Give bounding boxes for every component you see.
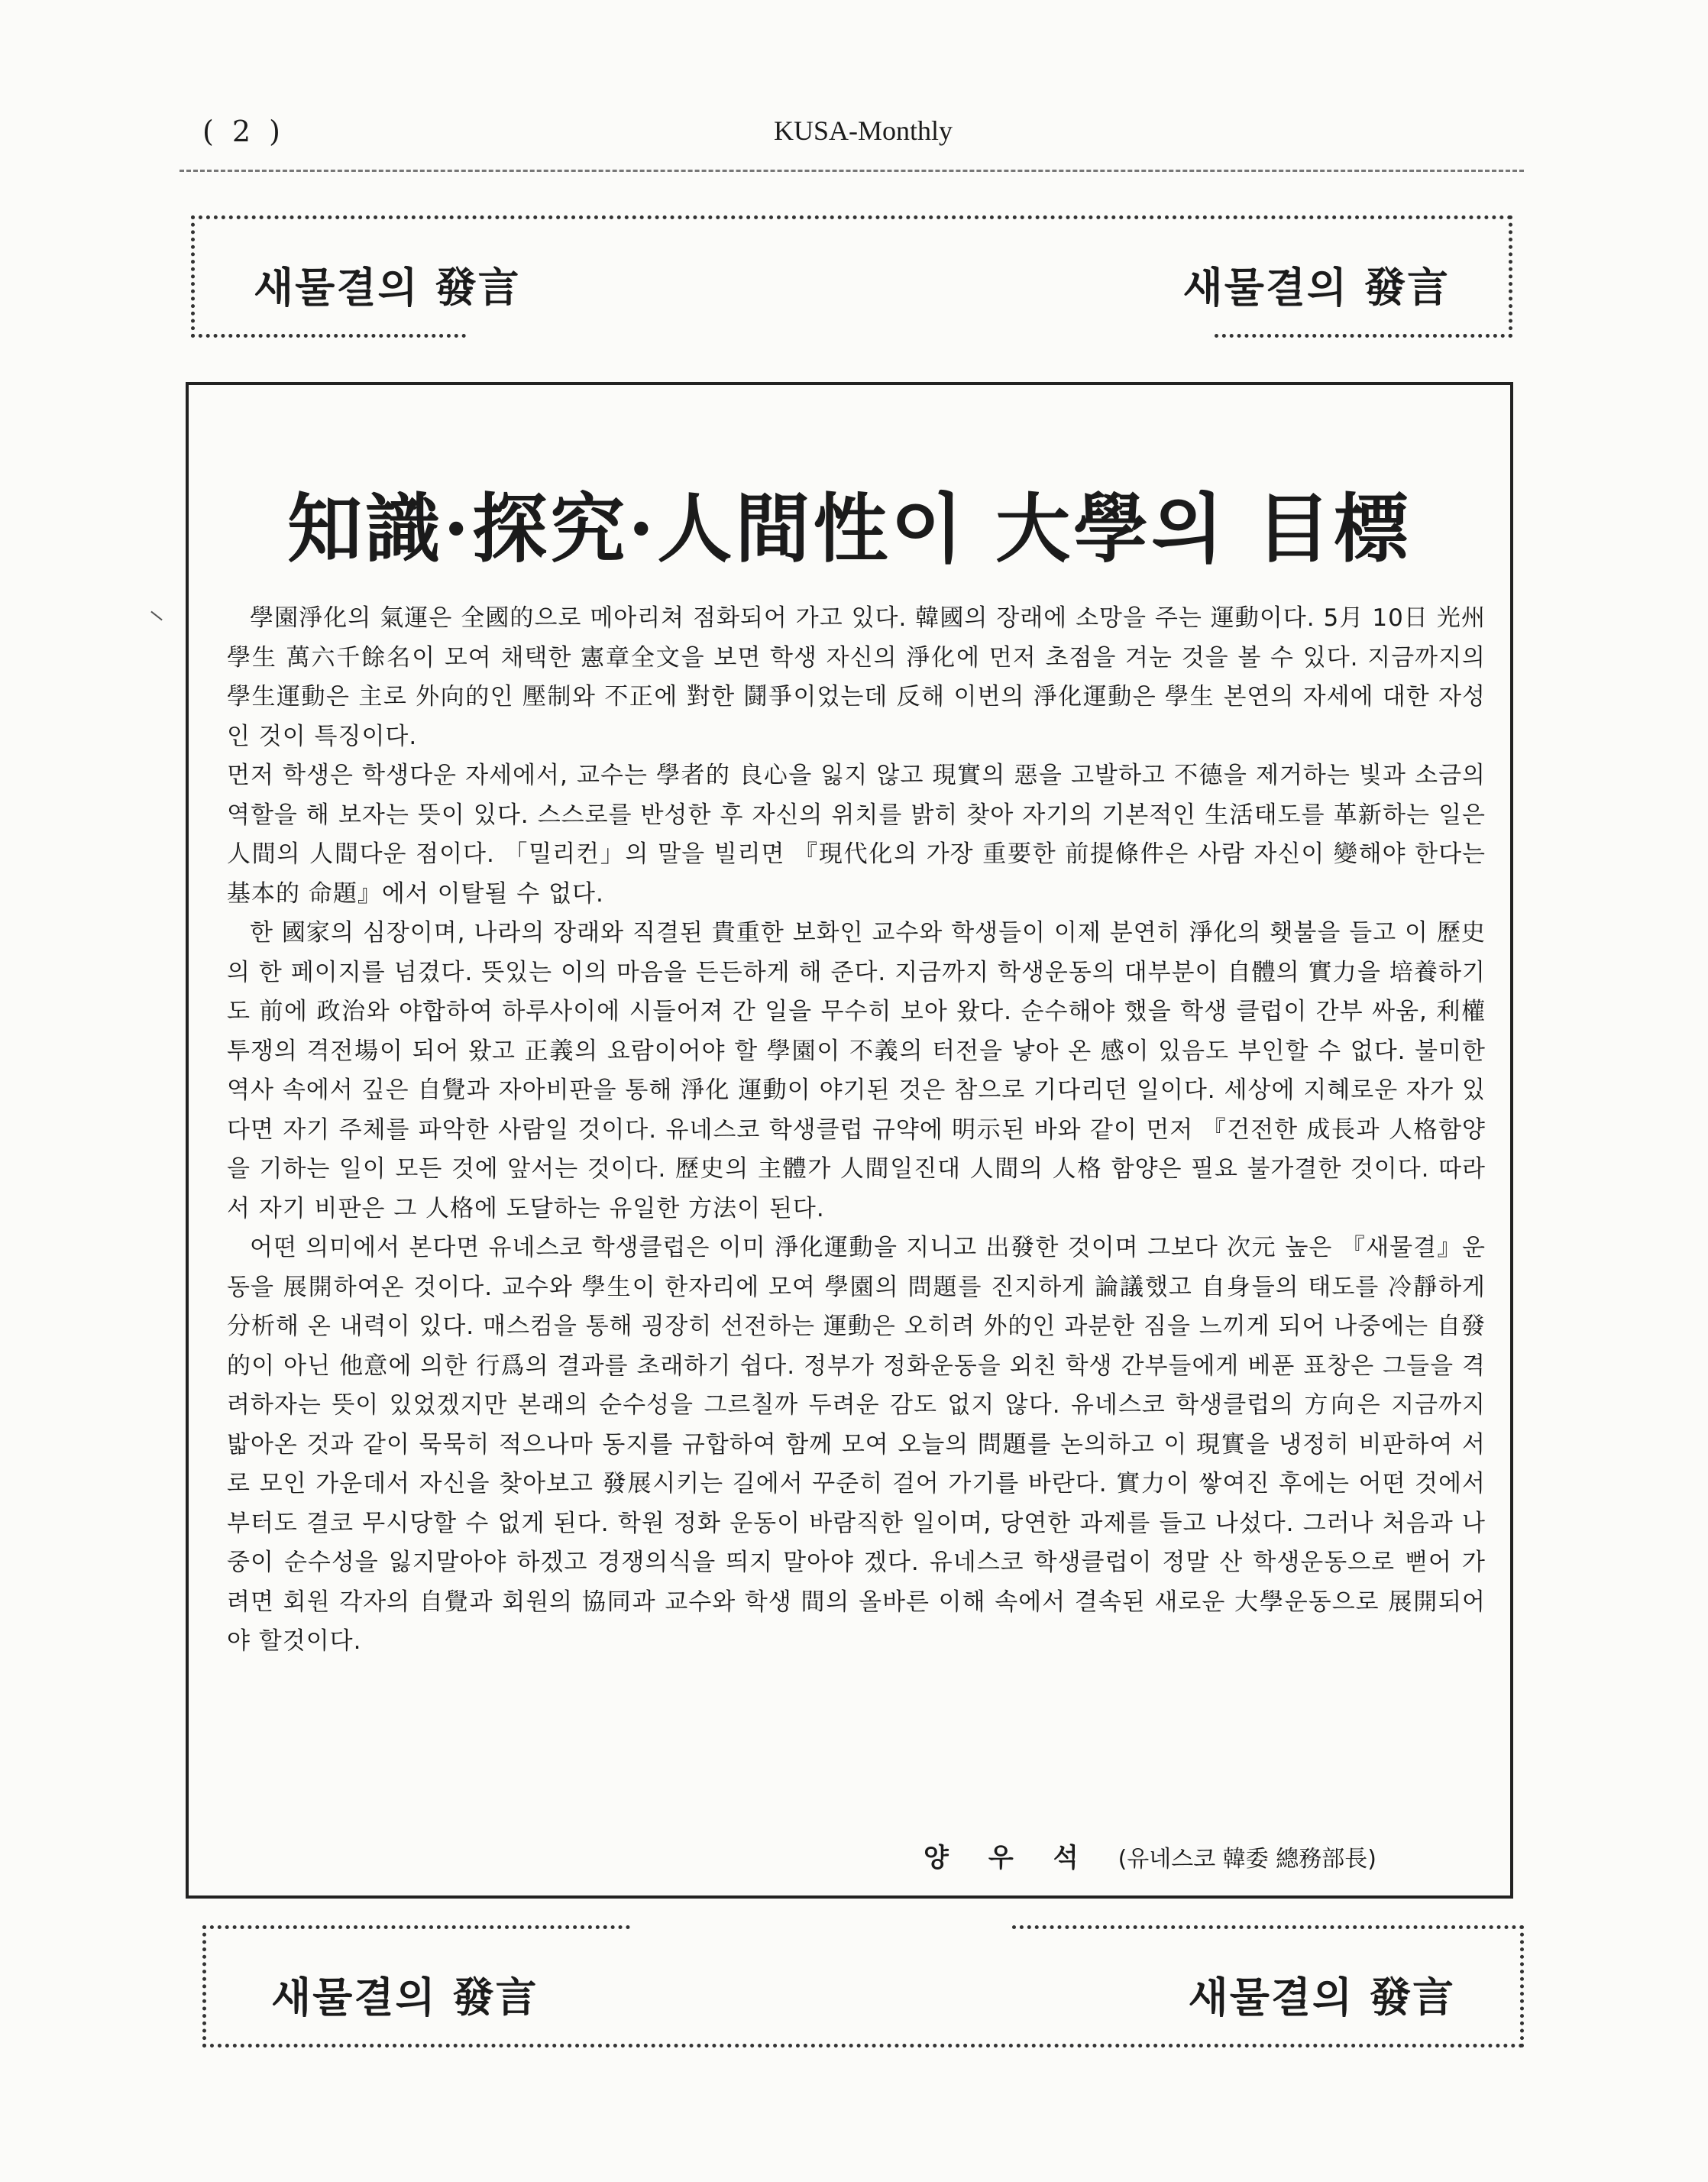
article-paragraph: 어떤 의미에서 본다면 유네스코 학생클럽은 이미 淨化運動을 지니고 出發한 것이며 그보다 次元 높은 『새물결』운동을 展開하여온 것이다. 교수와 學生이 한자리에 모여 學園의 問題를 진지하게 論議했고 自身들의 태도를 冷靜하게 分析해 온 내력이 있다. 매스컴을 통해 굉장히 선전하는 運動은 오히려 外的인 과분한 짐을 느끼게 되어 나중에는 自發的이 아닌 他意에 의한 行爲의 결과를 초래하기 쉽다. 정부가 정화운동을 외친 학생 간부들에게 베푼 표창은 그들을 격려하자는 뜻이 있었겠지만 본래의 순수성을 그르칠까 두려운 감도 없지 않다. 유네스코 학생클럽의 方向은 지금까지 밟아온 것과 같이 묵묵히 적으나마 동지를 규합하여 함께 모여 오늘의 問題를 논의하고 이 現實을 냉정히 비판하여 서로 모인 가운데서 자신을 찾아보고 發展시키는 길에서 꾸준히 걸어 가기를 바란다. 實力이 쌓여진 후에는 어떤 것에서 부터도 결코 무시당할 수 없게 된다. 학원 정화 운동이 바람직한 일이며, 당연한 과제를 들고 나섰다. 그러나 처음과 나중이 순수성을 잃지말아야 하겠고 경쟁의식을 띄지 말아야 겠다. 유네스코 학생클럽이 정말 산 학생운동으로 뻗어 가려면 회원 각자의 自覺과 회원의 協同과 교수와 학생 間의 올바른 이해 속에서 결속된 새로운 大學운동으로 展開되어야 할것이다. xyxy=(227,1234,1486,1655)
margin-mark xyxy=(150,611,162,621)
banner-top-dotted-border xyxy=(1215,334,1512,338)
article-paragraph: 한 國家의 심장이며, 나라의 장래와 직결된 貴重한 보화인 교수와 학생들이 이제 분연히 淨化의 횃불을 들고 이 歷史의 한 페이지를 넘겼다. 뜻있는 이의 마음을 든든하게 해 준다. 지금까지 학생운동의 대부분이 自體의 實力을 培養하기도 前에 政治와 야합하여 하루사이에 시들어져 간 일을 무수히 보아 왔다. 순수해야 했을 학생 클럽이 간부 싸움, 利權 투쟁의 격전場이 되어 왔고 正義의 요람이어야 할 學園이 不義의 터전을 낳아 온 感이 있음도 부인할 수 없다. 불미한 역사 속에서 깊은 自覺과 자아비판을 통해 淨化 運動이 야기된 것은 참으로 기다리던 일이다. 세상에 지혜로운 자가 있다면 자기 주체를 파악한 사람일 것이다. 유네스코 학생클럽 규약에 明示된 바와 같이 먼저 『건전한 成長과 人格함양을 기하는 일이 모든 것에 앞서는 것이다. 歷史의 主體가 人間일진대 人間의 人格 함양은 필요 불가결한 것이다. 따라서 자기 비판은 그 人格에 도달하는 유일한 方法이 된다. xyxy=(227,919,1486,1222)
page-header xyxy=(202,115,1524,160)
article-box xyxy=(186,382,1513,1899)
banner-slogan-left: 새물결의 發言 xyxy=(254,264,521,312)
banner-slogan-right: 새물결의 發言 xyxy=(1182,264,1450,312)
author-name: 양우석 xyxy=(924,1843,1118,1873)
banner-top-dotted-border xyxy=(191,215,195,338)
article-paragraph: 먼저 학생은 학생다운 자세에서, 교수는 學者的 良心을 잃지 않고 現實의 惡을 고발하고 不德을 제거하는 빛과 소금의 역할을 해 보자는 뜻이 있다. 스스로를 반성한 후 자신의 위치를 밝히 찾아 자기의 기본적인 生活태도를 革新하는 일은 人間의 人間다운 점이다. 「밀리컨」의 말을 빌리면 『現代化의 가장 重要한 前提條件은 사람 자신이 變해야 한다는 基本的 命題』에서 이탈될 수 없다. xyxy=(227,762,1486,908)
article-body xyxy=(227,599,1486,1662)
banner-top-dotted-border xyxy=(191,334,466,338)
page-number: ( 2 ) xyxy=(202,115,285,148)
banner-slogan-right: 새물결의 發言 xyxy=(1188,1973,1455,2022)
banner-bottom-dotted-border xyxy=(202,1925,206,2048)
header-rule xyxy=(180,170,1524,172)
banner-top-dotted-border xyxy=(191,215,1512,219)
running-title: KUSA-Monthly xyxy=(773,115,953,146)
banner-bottom-dotted-border xyxy=(1012,1925,1524,1929)
author-title: (유네스코 韓委 總務部長) xyxy=(1118,1846,1376,1873)
banner-bottom-dotted-border xyxy=(202,1925,630,1929)
banner-top-dotted-border xyxy=(1509,215,1512,338)
banner-bottom-dotted-border xyxy=(202,2044,1524,2048)
article-paragraph: 學園淨化의 氣運은 全國的으로 메아리쳐 점화되어 가고 있다. 韓國의 장래에 소망을 주는 運動이다. 5月 10日 光州 學生 萬六千餘名이 모여 채택한 憲章全文을 보면 학생 자신의 淨化에 먼저 초점을 겨눈 것을 볼 수 있다. 지금까지의 學生運動은 主로 外向的인 壓制와 不正에 對한 鬪爭이었는데 反해 이번의 淨化運動은 學生 본연의 자세에 대한 자성인 것이 특징이다. xyxy=(227,604,1486,750)
banner-top xyxy=(191,215,1512,338)
article-title: 知識·探究·人間性이 大學의 目標 xyxy=(287,485,1412,573)
banner-bottom xyxy=(202,1925,1524,2048)
banner-bottom-dotted-border xyxy=(1520,1925,1524,2048)
author-byline xyxy=(924,1837,1376,1874)
banner-slogan-left: 새물결의 發言 xyxy=(271,1973,539,2022)
